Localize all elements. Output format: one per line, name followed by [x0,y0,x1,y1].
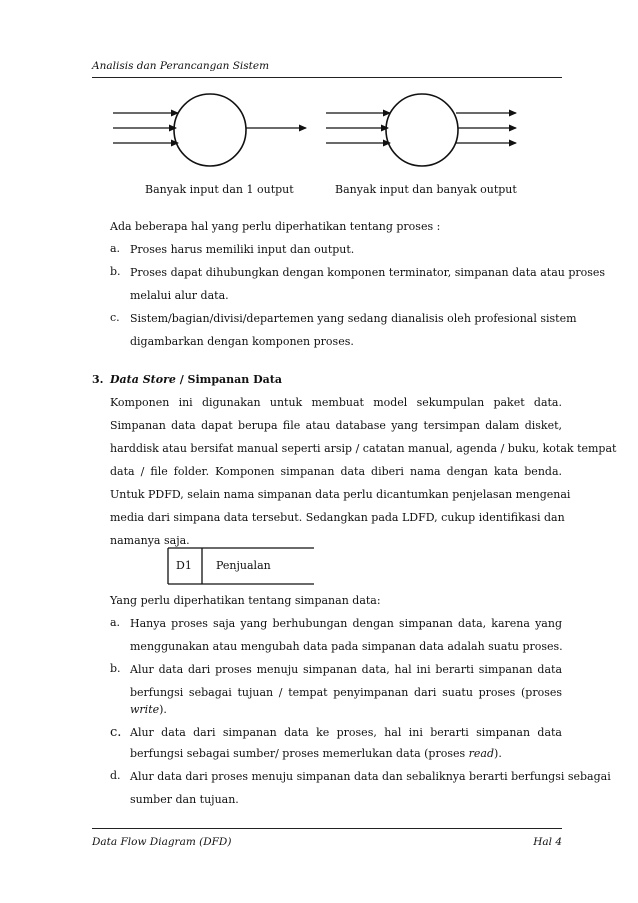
section-title [110,372,282,388]
list-item-italic: read [468,747,495,760]
diagram-caption-left: Banyak input dan 1 output [145,183,294,196]
diagram-many-input-many-output [326,94,516,166]
diagram-many-input-one-output [113,94,306,166]
section-title-rest: / Simpanan Data [175,373,282,386]
page-number: Hal 4 [533,836,562,848]
diagram-caption-right: Banyak input dan banyak output [335,183,517,196]
data-store-name: Penjualan [216,559,271,572]
paragraph-line: data / file folder. Komponen simpanan data diberi nama dengan kata benda. [110,465,562,478]
section-number: 3. [92,373,104,386]
paragraph-line: Untuk PDFD, selain nama simpanan data perlu dicantumkan penjelasan mengenai [110,488,571,501]
list-item-text: digambarkan dengan komponen proses. [130,335,354,348]
list-item-text [130,746,502,762]
paragraph-line: namanya saja. [110,534,190,547]
list-item-text: Proses harus memiliki input dan output. [130,243,355,256]
list-item-text: menggunakan atau mengubah data pada simpanan data adalah suatu proses. [130,640,563,653]
paragraph-line: harddisk atau bersifat manual seperti arsip / catatan manual, agenda / buku, kotak tempat [110,442,617,455]
process-circle [174,94,246,166]
list-label: c. [110,725,122,740]
footer-title: Data Flow Diagram (DFD) [92,836,232,848]
list-label: a. [110,242,121,255]
list-item-text: Alur data dari simpanan data ke proses, hal ini berarti simpanan data [130,726,562,739]
list-item-text: Proses dapat dihubungkan dengan komponen terminator, simpanan data atau proses [130,266,606,279]
list-label: d. [110,769,121,782]
list-label: a. [110,616,121,629]
paragraph-line: media dari simpana data tersebut. Sedangkan pada LDFD, cukup identifikasi dan [110,511,565,524]
proses-intro: Ada beberapa hal yang perlu diperhatikan tentang proses : [110,220,441,233]
list-item-text: Alur data dari proses menuju simpanan data dan sebaliknya berarti berfungsi sebagai [130,770,611,783]
page-header-title: Analisis dan Perancangan Sistem [92,60,270,72]
list-item-text [130,702,167,718]
list-item-text: melalui alur data. [130,289,229,302]
list-item-text: sumber dan tujuan. [130,793,239,806]
list-item-text: Sistem/bagian/divisi/departemen yang sedang dianalisis oleh profesional sistem [130,312,577,325]
paragraph-line: Komponen ini digunakan untuk membuat model sekumpulan paket data. [110,396,562,409]
footer-rule [92,828,562,829]
list-item-text: berfungsi sebagai tujuan / tempat penyimpanan dari suatu proses (proses [130,686,562,699]
list-label: b. [110,265,121,278]
list-item-italic: write [130,703,160,716]
list-item-text: Hanya proses saja yang berhubungan dengan simpanan data, karena yang [130,617,562,630]
list-item-text-rest: ). [159,703,167,716]
list-item-text-post: ). [494,747,502,760]
list-item-text-pre: berfungsi sebagai sumber/ proses memerlukan data (proses [130,747,469,760]
section-title-italic: Data Store [110,373,176,386]
process-diagram [0,0,638,200]
data-store-id: D1 [176,559,192,572]
datastore-intro: Yang perlu diperhatikan tentang simpanan data: [110,594,381,607]
list-label: c. [110,311,120,324]
process-circle [386,94,458,166]
paragraph-line: Simpanan data dapat berupa file atau database yang tersimpan dalam disket, [110,419,562,432]
list-item-text: Alur data dari proses menuju simpanan data, hal ini berarti simpanan data [130,663,562,676]
list-label: b. [110,662,121,675]
